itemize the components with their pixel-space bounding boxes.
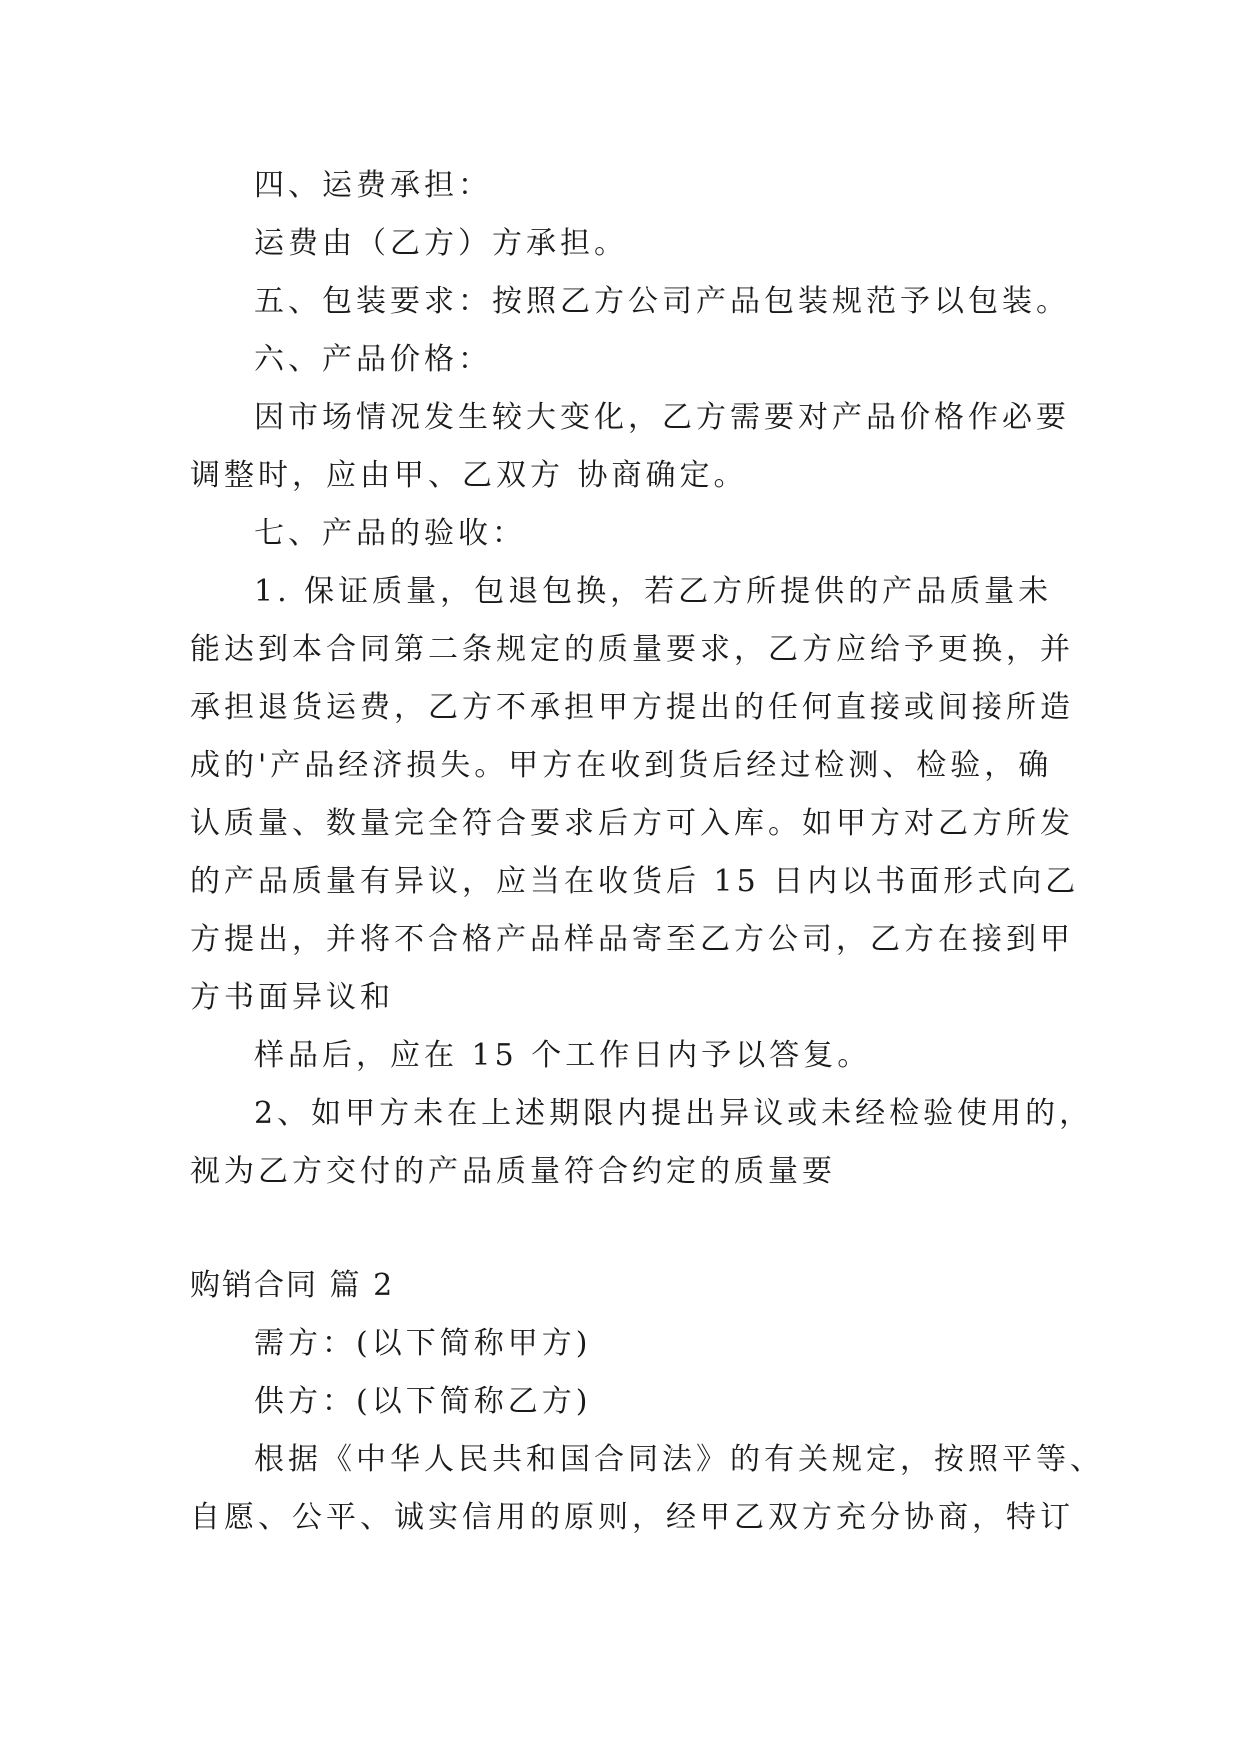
paragraph-line: 根据《中华人民共和国合同法》的有关规定，按照平等、 [254,1442,1104,1477]
paragraph-line: 视为乙方交付的产品质量符合约定的质量要 [190,1154,836,1189]
paragraph-line: 因市场情况发生较大变化，乙方需要对产品价格作必要 [254,400,1070,435]
paragraph-line: 2、如甲方未在上述期限内提出异议或未经检验使用的， [254,1096,1094,1131]
section-heading-freight: 四、运费承担： [254,168,492,203]
paragraph-line: 方提出，并将不合格产品样品寄至乙方公司，乙方在接到甲 [190,922,1074,957]
party-buyer-line: 需方：(以下简称甲方) [254,1326,592,1361]
paragraph-line: 认质量、数量完全符合要求后方可入库。如甲方对乙方所发 [190,806,1074,841]
party-seller-line: 供方：(以下简称乙方) [254,1384,592,1419]
section-heading-acceptance: 七、产品的验收： [254,516,526,551]
article-title: 购销合同 篇 2 [190,1268,395,1303]
paragraph-line: 自愿、公平、诚实信用的原则，经甲乙双方充分协商，特订 [190,1500,1074,1535]
paragraph-line: 的产品质量有异议，应当在收货后 15 日内以书面形式向乙 [190,864,1080,899]
paragraph-line: 承担退货运费，乙方不承担甲方提出的任何直接或间接所造 [190,690,1074,725]
paragraph-line: 调整时，应由甲、乙双方 协商确定。 [190,458,748,493]
paragraph-line: 样品后，应在 15 个工作日内予以答复。 [254,1038,872,1073]
paragraph-line: 能达到本合同第二条规定的质量要求，乙方应给予更换，并 [190,632,1074,667]
paragraph-line: 方书面异议和 [190,980,394,1015]
paragraph-line: 成的'产品经济损失。甲方在收到货后经过检测、检验，确 [190,748,1053,783]
paragraph-line: 运费由（乙方）方承担。 [254,226,628,261]
section-heading-packaging: 五、包装要求：按照乙方公司产品包装规范予以包装。 [254,284,1070,319]
paragraph-line: 1. 保证质量，包退包换，若乙方所提供的产品质量未 [254,574,1053,609]
section-heading-price: 六、产品价格： [254,342,492,377]
